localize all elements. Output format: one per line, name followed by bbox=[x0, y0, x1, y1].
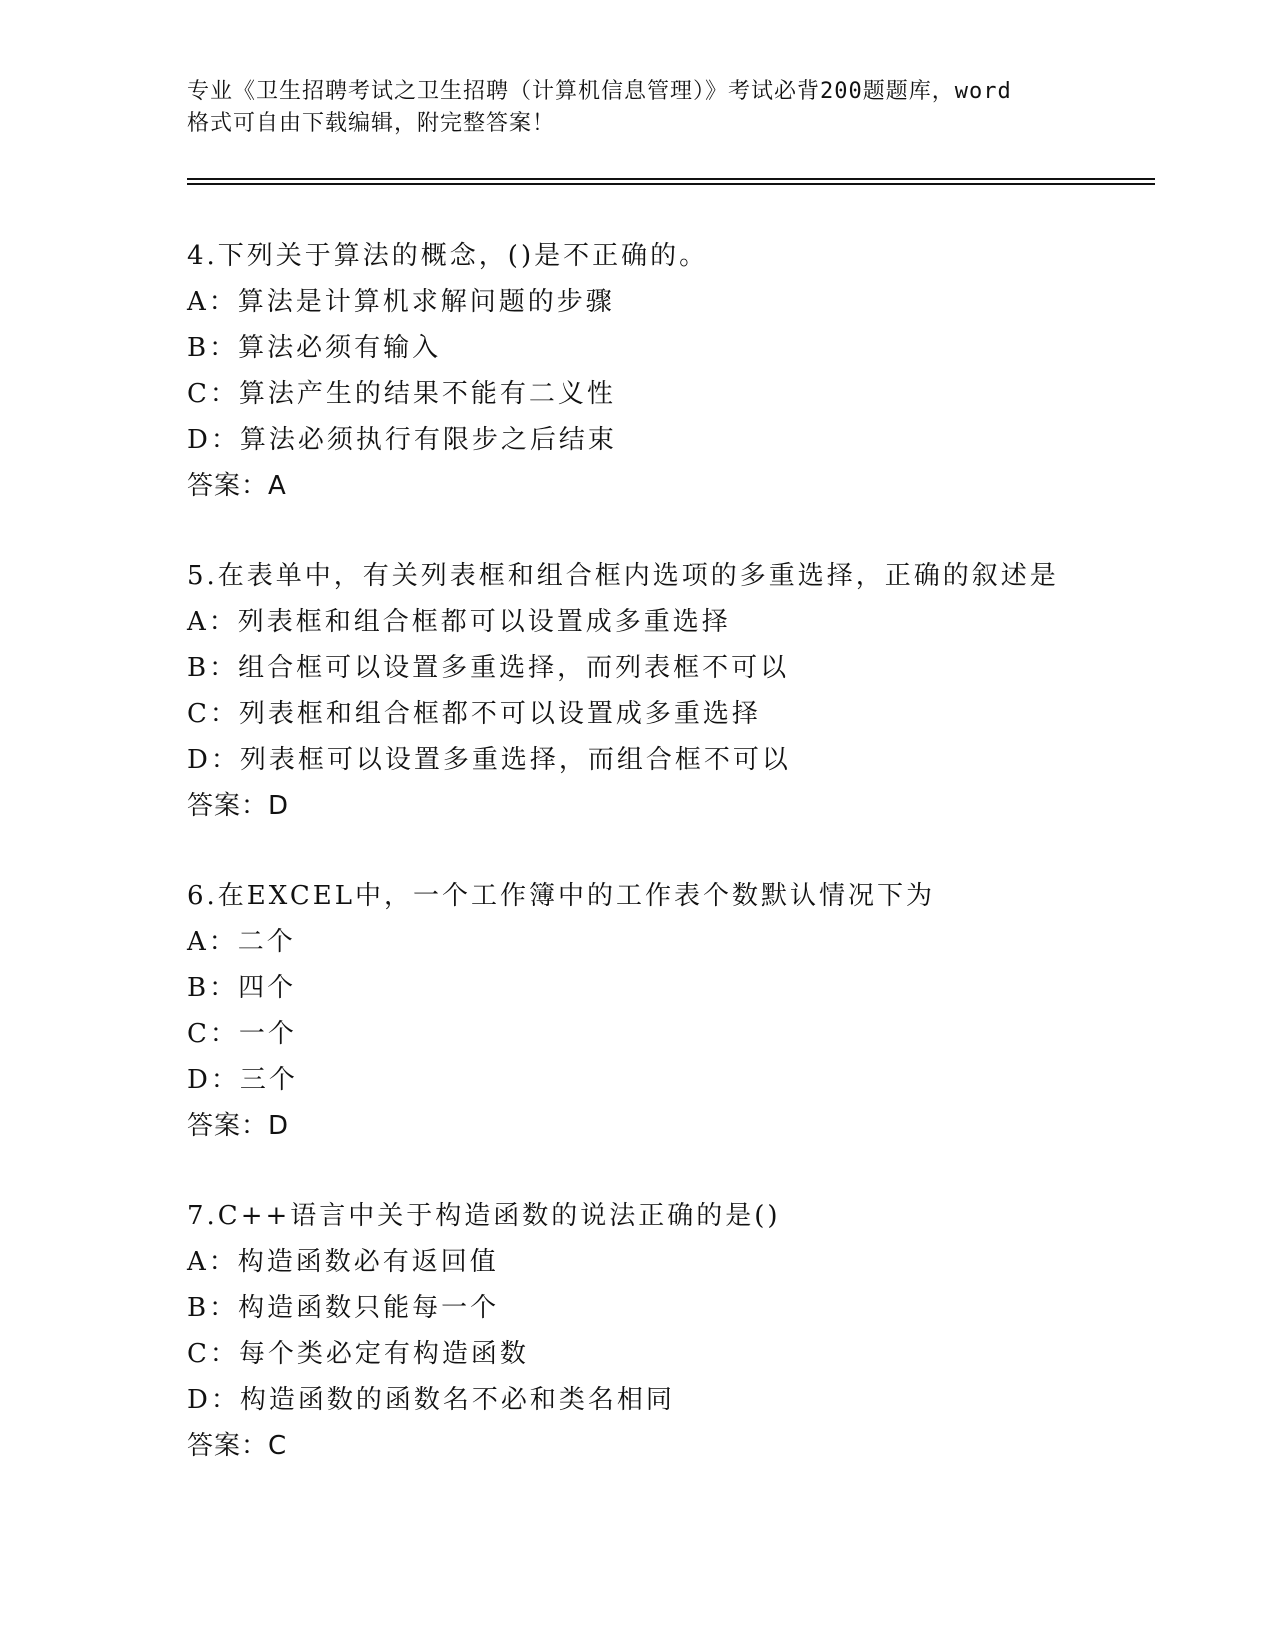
header-divider-top bbox=[187, 178, 1155, 180]
question-stem: 5.在表单中，有关列表框和组合框内选项的多重选择，正确的叙述是 bbox=[187, 561, 1059, 591]
option-d: D：算法必须执行有限步之后结束 bbox=[187, 425, 617, 455]
option-a: A：二个 bbox=[187, 927, 296, 957]
option-b: B：四个 bbox=[187, 973, 297, 1003]
option-a: A：列表框和组合框都可以设置成多重选择 bbox=[187, 607, 731, 637]
question-stem: 4.下列关于算法的概念，()是不正确的。 bbox=[187, 241, 709, 271]
header-divider-bottom bbox=[187, 183, 1155, 185]
option-c: C：列表框和组合框都不可以设置成多重选择 bbox=[187, 699, 761, 729]
option-d: D：列表框可以设置多重选择，而组合框不可以 bbox=[187, 745, 791, 775]
option-d: D：三个 bbox=[187, 1065, 298, 1095]
header-line-1: 专业《卫生招聘考试之卫生招聘（计算机信息管理）》考试必背200题题库，word bbox=[187, 79, 1012, 104]
question-stem: 7.C++语言中关于构造函数的说法正确的是() bbox=[187, 1201, 781, 1231]
option-a: A：算法是计算机求解问题的步骤 bbox=[187, 287, 615, 317]
option-b: B：构造函数只能每一个 bbox=[187, 1293, 500, 1323]
document-header bbox=[187, 76, 1087, 140]
option-a: A：构造函数必有返回值 bbox=[187, 1247, 499, 1277]
question-7 bbox=[187, 1193, 1167, 1469]
question-5 bbox=[187, 553, 1167, 829]
option-b: B：算法必须有输入 bbox=[187, 333, 442, 363]
answer-line: 答案：D bbox=[187, 1111, 290, 1141]
answer-line: 答案：C bbox=[187, 1431, 288, 1461]
question-4 bbox=[187, 233, 1167, 509]
question-stem: 6.在EXCEL中，一个工作簿中的工作表个数默认情况下为 bbox=[187, 881, 935, 911]
option-b: B：组合框可以设置多重选择，而列表框不可以 bbox=[187, 653, 790, 683]
option-d: D：构造函数的函数名不必和类名相同 bbox=[187, 1385, 675, 1415]
option-c: C：一个 bbox=[187, 1019, 297, 1049]
answer-line: 答案：D bbox=[187, 791, 290, 821]
option-c: C：算法产生的结果不能有二义性 bbox=[187, 379, 616, 409]
header-line-2: 格式可自由下载编辑，附完整答案！ bbox=[187, 111, 556, 136]
option-c: C：每个类必定有构造函数 bbox=[187, 1339, 529, 1369]
question-6 bbox=[187, 873, 1167, 1149]
answer-line: 答案：A bbox=[187, 471, 287, 501]
